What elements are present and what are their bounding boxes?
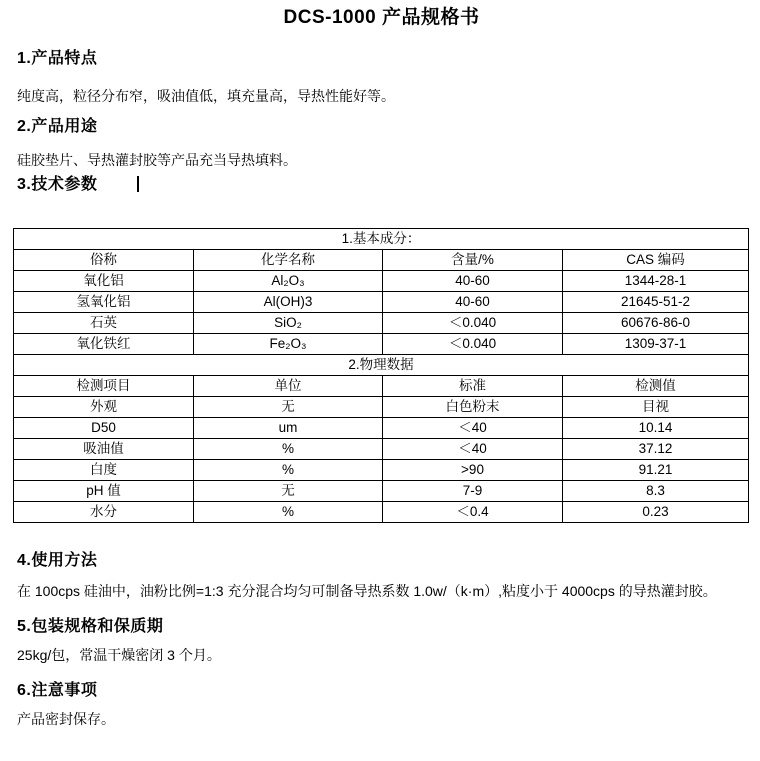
table-row: [14, 439, 749, 460]
table-row: [14, 292, 749, 313]
table-cell: %: [194, 502, 383, 523]
table-cell: um: [194, 418, 383, 439]
table-cell: 8.3: [563, 481, 749, 502]
table-cell: 21645-51-2: [563, 292, 749, 313]
section-body-application: 在 100cps 硅油中，油粉比例=1:3 充分混合均匀可制备导热系数 1.0w/（k·m）,粘度小于 4000cps 的导热灌封胶。: [17, 583, 717, 599]
table-cell: 0.23: [563, 502, 749, 523]
section-body-usage: 硅胶垫片、导热灌封胶等产品充当导热填料。: [17, 152, 297, 168]
table-cell: SiO₂: [194, 313, 383, 334]
table-row: [14, 481, 749, 502]
table-cell: 氧化铝: [14, 271, 194, 292]
table-cell: Fe₂O₃: [194, 334, 383, 355]
table-cell: 吸油值: [14, 439, 194, 460]
table-header-row: [14, 250, 749, 271]
table-cell: 水分: [14, 502, 194, 523]
page-title: DCS-1000 产品规格书: [283, 7, 480, 28]
section-heading-packaging: 5.包装规格和保质期: [17, 618, 164, 635]
table-cell: ＜40: [383, 418, 563, 439]
table-cell: ＜0.040: [383, 334, 563, 355]
table-header-cell: 含量/%: [383, 250, 563, 271]
table-header-cell: 俗称: [14, 250, 194, 271]
table-header-cell: 单位: [194, 376, 383, 397]
table-header-cell: 标准: [383, 376, 563, 397]
table-row: [14, 418, 749, 439]
section-heading-tech-params-label: 3.技术参数: [17, 176, 98, 193]
table-row: [14, 397, 749, 418]
table-header-cell: CAS 编码: [563, 250, 749, 271]
table-cell: 无: [194, 481, 383, 502]
section-heading-features: 1.产品特点: [17, 50, 98, 67]
section-body-packaging: 25kg/包，常温干燥密闭 3 个月。: [17, 647, 221, 663]
table-cell: 外观: [14, 397, 194, 418]
table-cell: 无: [194, 397, 383, 418]
table-header-cell: 检测值: [563, 376, 749, 397]
spec-table: [13, 228, 749, 523]
text-cursor: [137, 176, 139, 192]
table-cell: ＜0.4: [383, 502, 563, 523]
table-header-row: [14, 376, 749, 397]
table-cell: ＜0.040: [383, 313, 563, 334]
section-heading-tech-params: [17, 176, 746, 193]
section-body-features: 纯度高，粒径分布窄，吸油值低，填充量高，导热性能好等。: [17, 88, 395, 104]
table-row: [14, 313, 749, 334]
table-cell: 目视: [563, 397, 749, 418]
table-cell: %: [194, 439, 383, 460]
table-cell: 37.12: [563, 439, 749, 460]
table-cell: 10.14: [563, 418, 749, 439]
table-row: [14, 271, 749, 292]
table-header-cell: 检测项目: [14, 376, 194, 397]
table-cell: Al(OH)3: [194, 292, 383, 313]
table-cell: Al₂O₃: [194, 271, 383, 292]
table-section-row: [14, 355, 749, 376]
table-section-title: 2.物理数据: [14, 355, 749, 376]
table-section-title: 1.基本成分：: [14, 229, 749, 250]
table-cell: pH 值: [14, 481, 194, 502]
table-cell: 1344-28-1: [563, 271, 749, 292]
table-cell: %: [194, 460, 383, 481]
section-heading-precautions: 6.注意事项: [17, 682, 98, 699]
table-cell: 7-9: [383, 481, 563, 502]
table-cell: 91.21: [563, 460, 749, 481]
section-body-precautions: 产品密封保存。: [17, 711, 115, 727]
table-cell: 1309-37-1: [563, 334, 749, 355]
table-cell: 40-60: [383, 292, 563, 313]
table-cell: D50: [14, 418, 194, 439]
table-cell: 氢氧化铝: [14, 292, 194, 313]
table-header-cell: 化学名称: [194, 250, 383, 271]
table-row: [14, 460, 749, 481]
table-cell: 石英: [14, 313, 194, 334]
table-row: [14, 334, 749, 355]
table-cell: 60676-86-0: [563, 313, 749, 334]
table-section-row: [14, 229, 749, 250]
table-cell: ＜40: [383, 439, 563, 460]
table-cell: >90: [383, 460, 563, 481]
table-cell: 白度: [14, 460, 194, 481]
section-heading-usage: 2.产品用途: [17, 118, 98, 135]
table-cell: 40-60: [383, 271, 563, 292]
section-heading-application: 4.使用方法: [17, 552, 98, 569]
table-cell: 白色粉末: [383, 397, 563, 418]
table-row: [14, 502, 749, 523]
table-cell: 氧化铁红: [14, 334, 194, 355]
